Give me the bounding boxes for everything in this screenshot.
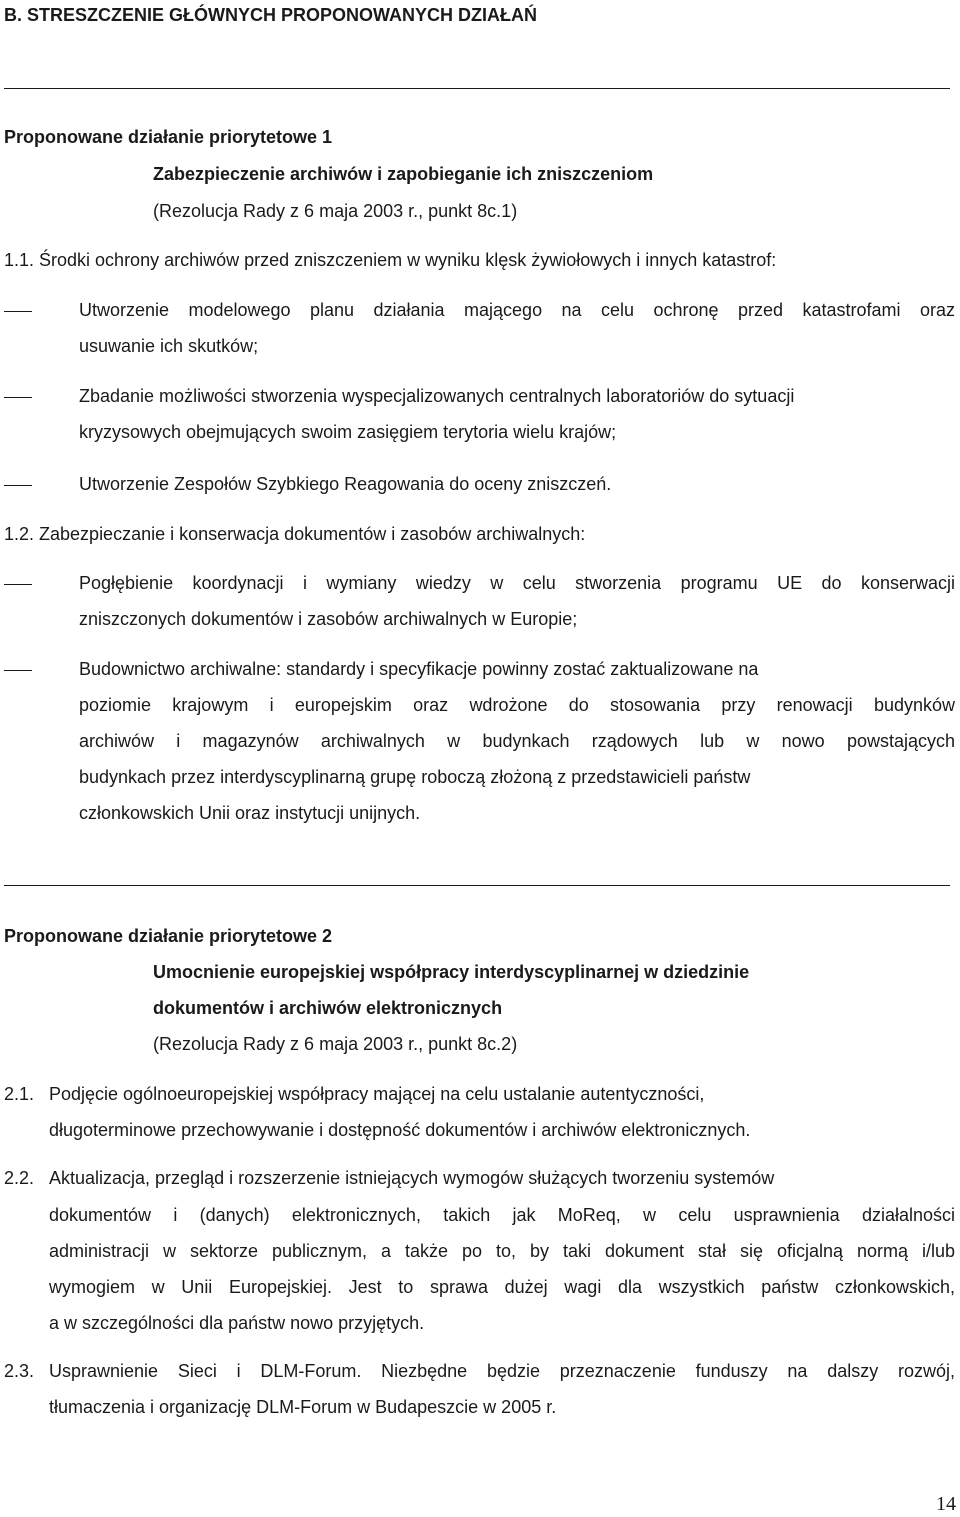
item-2-2-line3: administracji w sektorze publicznym, a także po to, by taki dokument stał się oficjalną normą i/lub: [49, 1241, 955, 1261]
item-2-3-line2: tłumaczenia i organizację DLM-Forum w Budapeszcie w 2005 r.: [49, 1397, 557, 1417]
bullet-1-2-b-line4: budynkach przez interdyscyplinarną grupę roboczą złożoną z przedstawicieli państw: [79, 767, 751, 787]
bullet-1-2-a-line1: Pogłębienie koordynacji i wymiany wiedzy w celu stworzenia programu UE do konserwacji: [79, 573, 955, 593]
priority2-reference: (Rezolucja Rady z 6 maja 2003 r., punkt 8c.2): [153, 1034, 518, 1054]
item-2-1-number: 2.1.: [4, 1084, 35, 1104]
bullet-dash: [4, 485, 32, 486]
priority1-subtitle: Zabezpieczenie archiwów i zapobieganie ich zniszczeniom: [153, 164, 654, 184]
bullet-1-2-b-line1: Budownictwo archiwalne: standardy i specyfikacje powinny zostać zaktualizowane na: [79, 659, 759, 679]
bullet-dash: [4, 670, 32, 671]
bullet-1-1-a-line1: [79, 300, 955, 321]
item-2-2-line4: wymogiem w Unii Europejskiej. Jest to sprawa dużej wagi dla wszystkich państw członkowskich,: [49, 1277, 955, 1297]
item-1-1-heading: 1.1. Środki ochrony archiwów przed zniszczeniem w wyniku klęsk żywiołowych i innych katastrof:: [4, 250, 777, 270]
bullet-1-2-a-line2: zniszczonych dokumentów i zasobów archiwalnych w Europie;: [79, 609, 578, 629]
bullet-1-1-b-line2: kryzysowych obejmujących swoim zasięgiem terytoria wielu krajów;: [79, 422, 617, 442]
priority1-heading: Proponowane działanie priorytetowe 1: [4, 127, 333, 147]
bullet-dash: [4, 311, 32, 312]
item-2-2-line5: a w szczególności dla państw nowo przyjętych.: [49, 1313, 425, 1333]
item-1-2-heading: 1.2. Zabezpieczanie i konserwacja dokumentów i zasobów archiwalnych:: [4, 524, 586, 544]
priority2-heading: Proponowane działanie priorytetowe 2: [4, 926, 333, 946]
section-title: B. STRESZCZENIE GŁÓWNYCH PROPONOWANYCH DZIAŁAŃ: [4, 5, 538, 25]
bullet-text: Utworzenie modelowego planu działania mającego na celu ochronę przed katastrofami oraz: [79, 300, 955, 320]
item-2-3-number: 2.3.: [4, 1361, 35, 1381]
bullet-1-2-b-line2: poziomie krajowym i europejskim oraz wdrożone do stosowania przy renowacji budynków: [79, 695, 955, 715]
divider-top: [4, 88, 950, 89]
item-2-1-line1: Podjęcie ogólnoeuropejskiej współpracy mającej na celu ustalanie autentyczności,: [49, 1084, 705, 1104]
bullet-1-1-a-line2: usuwanie ich skutków;: [79, 336, 259, 356]
bullet-1-1-b-line1: Zbadanie możliwości stworzenia wyspecjalizowanych centralnych laboratoriów do sytuacji: [79, 386, 795, 406]
priority2-subtitle-line2: dokumentów i archiwów elektronicznych: [153, 998, 503, 1018]
bullet-dash: [4, 397, 32, 398]
item-2-3-line1: Usprawnienie Sieci i DLM-Forum. Niezbędne będzie przeznaczenie funduszy na dalszy rozwój,: [49, 1361, 955, 1381]
item-2-2-line1: Aktualizacja, przegląd i rozszerzenie istniejących wymogów służących tworzeniu systemów: [49, 1168, 775, 1188]
page-number: 14: [936, 1493, 956, 1515]
item-2-2-line2: dokumentów i (danych) elektronicznych, takich jak MoReq, w celu usprawnienia działalności: [49, 1205, 955, 1225]
bullet-1-2-b-line3: archiwów i magazynów archiwalnych w budynkach rządowych lub w nowo powstających: [79, 731, 955, 751]
divider-middle: [4, 885, 950, 886]
item-2-2-number: 2.2.: [4, 1168, 35, 1188]
bullet-1-2-b-line5: członkowskich Unii oraz instytucji unijnych.: [79, 803, 421, 823]
item-2-1-line2: długoterminowe przechowywanie i dostępność dokumentów i archiwów elektronicznych.: [49, 1120, 751, 1140]
bullet-dash: [4, 584, 32, 585]
priority2-subtitle-line1: Umocnienie europejskiej współpracy interdyscyplinarnej w dziedzinie: [153, 962, 750, 982]
bullet-1-1-c-line1: Utworzenie Zespołów Szybkiego Reagowania do oceny zniszczeń.: [79, 474, 612, 494]
priority1-reference: (Rezolucja Rady z 6 maja 2003 r., punkt 8c.1): [153, 201, 518, 221]
